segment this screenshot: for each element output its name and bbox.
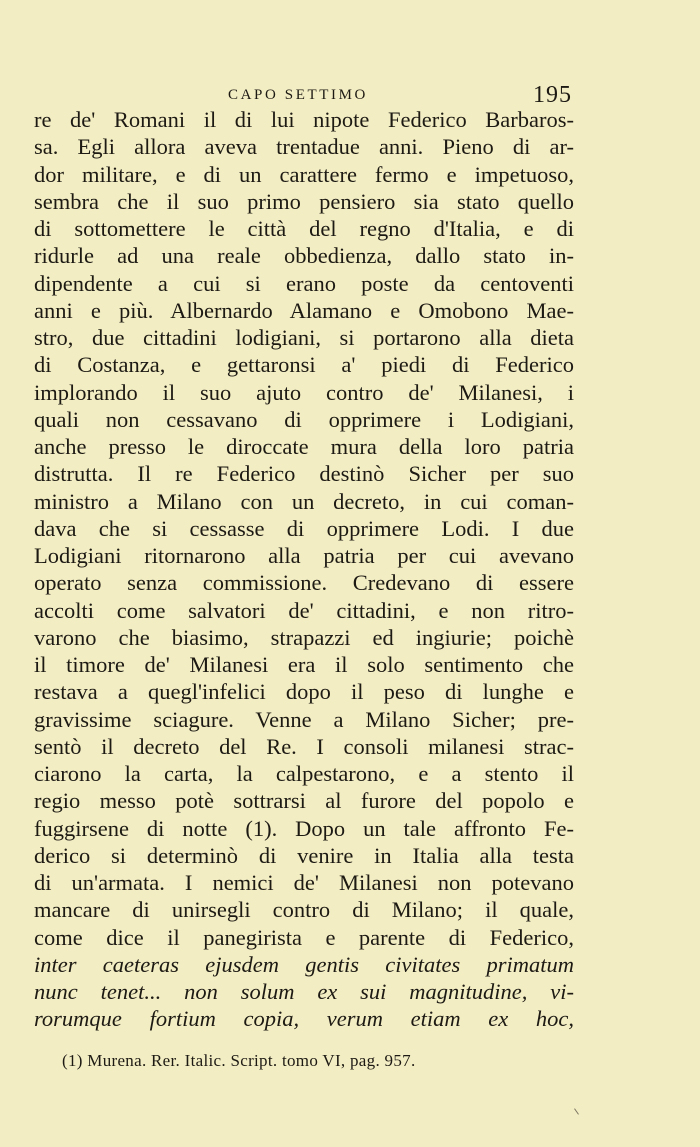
text-line: dava che si cessasse di opprimere Lodi. I due <box>34 515 574 541</box>
text-line: ciarono la carta, la calpestarono, e a stento il <box>34 761 574 786</box>
print-speck <box>574 1108 579 1114</box>
text-line: sembra che il suo primo pensiero sia stato quello <box>34 188 574 214</box>
text-line: regio messo potè sottrarsi al furore del popolo e <box>34 788 574 814</box>
text-line: anche presso le diroccate mura della loro patria <box>34 434 574 459</box>
text-line: operato senza commissione. Credevano di essere <box>34 570 574 596</box>
text-line: stro, due cittadini lodigiani, si portarono alla dieta <box>34 325 574 350</box>
body-text <box>34 106 574 1033</box>
text-line: derico si determinò di venire in Italia alla testa <box>34 842 574 868</box>
text-line: restava a quegl'infelici dopo il peso di lunghe e <box>34 679 574 705</box>
text-line: Lodigiani ritornarono alla patria per cui avevano <box>34 543 574 568</box>
running-title: CAPO SETTIMO <box>228 87 368 103</box>
text-line: dor militare, e di un carattere fermo e impetuoso, <box>34 161 574 187</box>
text-line: anni e più. Albernardo Alamano e Omobono Mae- <box>34 297 574 323</box>
text-line: sentò il decreto del Re. I consoli milanesi strac- <box>34 733 574 759</box>
text-line: re de' Romani il di lui nipote Federico Barbaros- <box>34 107 574 132</box>
text-line: accolti come salvatori de' cittadini, e non ritro- <box>34 597 574 623</box>
text-line: varono che biasimo, strapazzi ed ingiurie; poichè <box>34 624 574 650</box>
text-line: gravissime sciagure. Venne a Milano Sicher; pre- <box>34 706 574 732</box>
text-line: quali non cessavano di opprimere i Lodigiani, <box>34 406 574 432</box>
footnote: (1) Murena. Rer. Italic. Script. tomo VI, pag. 957. <box>62 1051 416 1070</box>
latin-quote-line: inter caeteras ejusdem gentis civitates primatum <box>34 951 574 977</box>
text-line: di Costanza, e gettaronsi a' piedi di Federico <box>34 352 574 378</box>
text-line: ridurle ad una reale obbedienza, dallo stato in- <box>34 243 574 269</box>
text-line: di un'armata. I nemici de' Milanesi non potevano <box>34 870 574 895</box>
latin-quote-line: rorumque fortium copia, verum etiam ex hoc, <box>34 1006 574 1032</box>
text-line: distrutta. Il re Federico destinò Sicher per suo <box>34 461 574 487</box>
page-number: 195 <box>533 82 572 108</box>
text-line: implorando il suo ajuto contro de' Milanesi, i <box>34 379 574 405</box>
text-line: ministro a Milano con un decreto, in cui coman- <box>34 488 574 514</box>
text-line: mancare di unirsegli contro di Milano; il quale, <box>34 897 574 923</box>
text-line: dipendente a cui si erano poste da centoventi <box>34 270 574 296</box>
text-line: come dice il panegirista e parente di Federico, <box>34 924 574 950</box>
text-line: fuggirsene di notte (1). Dopo un tale affronto Fe- <box>34 815 574 841</box>
latin-quote-line: nunc tenet... non solum ex sui magnitudine, vi- <box>34 979 574 1004</box>
text-line: sa. Egli allora aveva trentadue anni. Pieno di ar- <box>34 134 574 160</box>
text-line: il timore de' Milanesi era il solo sentimento che <box>34 652 574 677</box>
text-line: di sottomettere le città del regno d'Italia, e di <box>34 216 574 241</box>
